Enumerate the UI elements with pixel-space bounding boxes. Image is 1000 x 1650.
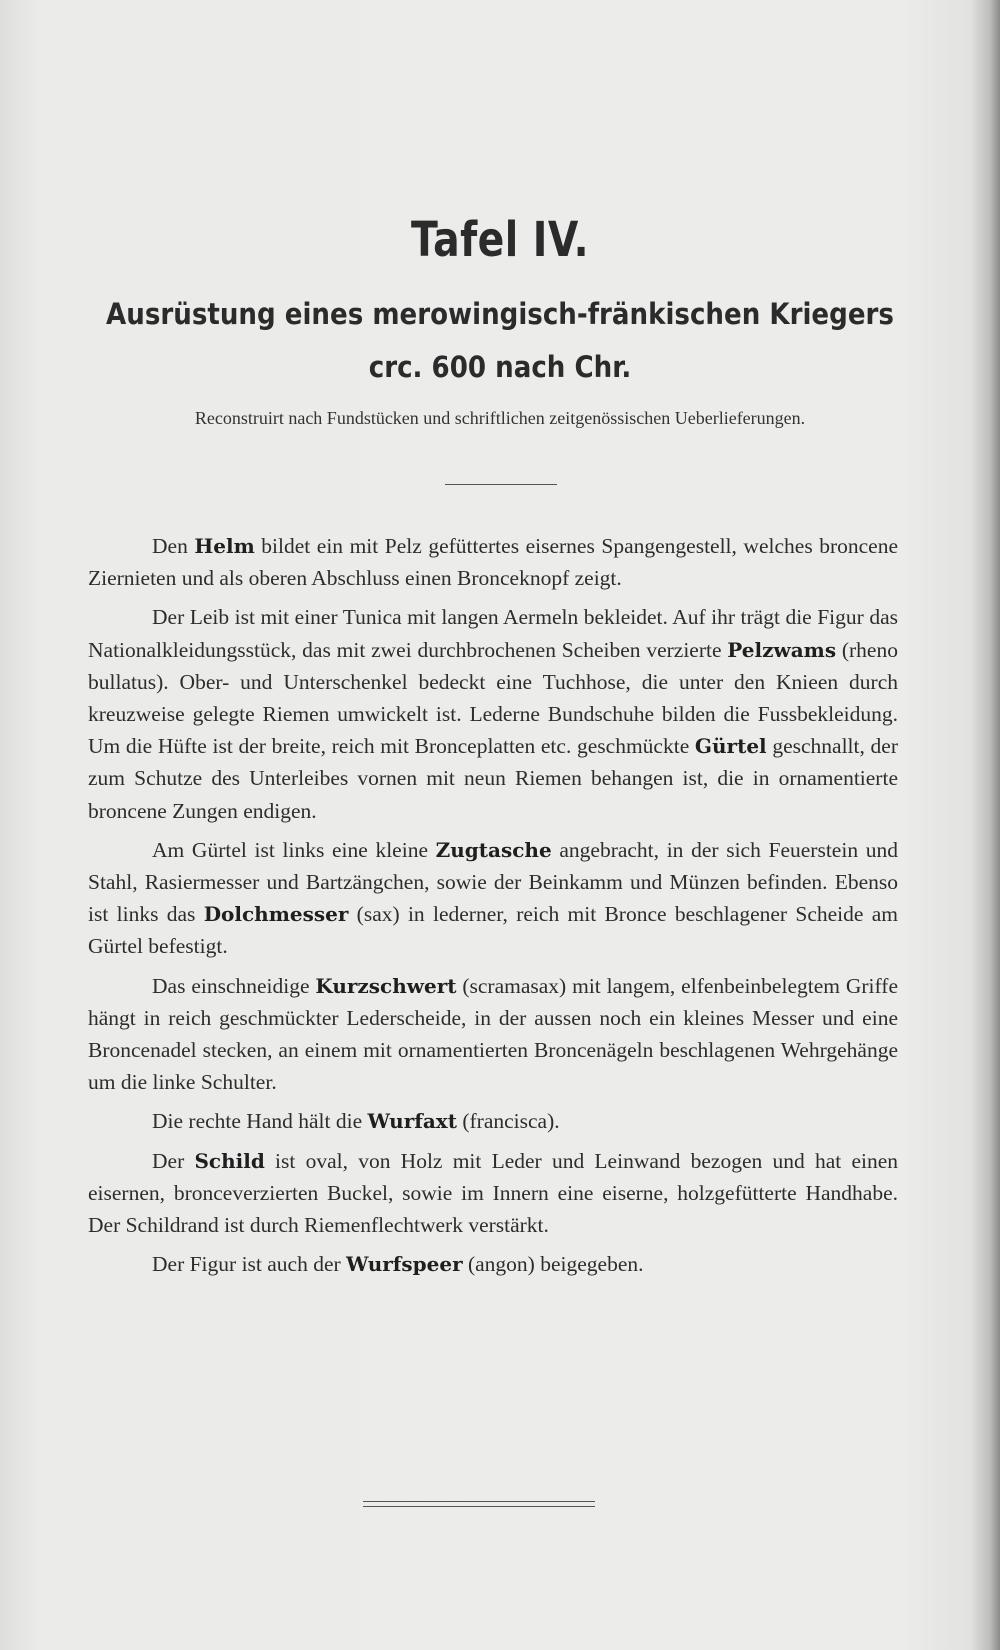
paragraph-wurfspeer bbox=[88, 1248, 898, 1280]
separator-rule bbox=[445, 484, 557, 485]
emphasized-term: Wurfaxt bbox=[367, 1109, 457, 1134]
body-text bbox=[88, 530, 898, 1287]
text-run: (angon) beigegeben. bbox=[462, 1252, 644, 1277]
text-run: Der Leib ist mit einer Tunica mit langen Aermeln bekleidet. Auf ihr trägt die Figur das Nationalkleidungsstück, das mit zwei durchbrochenen Scheiben verzierte bbox=[88, 605, 898, 662]
text-run: Die rechte Hand hält die bbox=[152, 1109, 368, 1134]
text-run: angebracht, in der sich Feuerstein und Stahl, Rasiermesser und Bartzängchen, sowie der Beinkamm und Münzen befinden. Ebenso ist links das bbox=[88, 837, 898, 927]
text-run: Am Gürtel ist links eine kleine bbox=[152, 837, 436, 862]
paragraph-wurfaxt bbox=[88, 1105, 898, 1137]
emphasized-term: Kurzschwert bbox=[315, 973, 457, 998]
text-run: Der bbox=[152, 1148, 195, 1173]
emphasized-term: Wurfspeer bbox=[346, 1252, 463, 1277]
emphasized-term: Dolchmesser bbox=[203, 902, 349, 927]
text-run: geschnallt, der zum Schutze des Unterleibes vornen mit neun Riemen behangen ist, die in ornamentierte broncene Zungen endigen. bbox=[88, 734, 898, 823]
text-run: (sax) in lederner, reich mit Bronce beschlagener Scheide am Gürtel befestigt. bbox=[88, 902, 898, 959]
emphasized-term: Gürtel bbox=[694, 734, 767, 759]
emphasized-term: Helm bbox=[194, 534, 255, 558]
text-run: ist oval, von Holz mit Leder und Leinwand bezogen und hat einen eisernen, bronceverzierten Buckel, sowie im Innern eine eiserne, holzgefütterte Handhabe. Der Schildrand ist durch Riemenflechtwerk verstärkt. bbox=[88, 1148, 899, 1238]
paragraph-tunica bbox=[88, 601, 898, 826]
paragraph-schild bbox=[88, 1145, 898, 1242]
byline: Reconstruirt nach Fundstücken und schriftlichen zeitgenössischen Ueberlieferungen. bbox=[194, 408, 806, 428]
emphasized-term: Zugtasche bbox=[435, 837, 552, 862]
emphasized-term: Schild bbox=[194, 1148, 265, 1173]
emphasized-term: Pelzwams bbox=[727, 637, 837, 662]
text-run: bildet ein mit Pelz gefüttertes eisernes Spangengestell, welches broncene Ziernieten und als oberen Abschluss einen Bronceknopf zeigt. bbox=[88, 534, 898, 591]
text-run: Den bbox=[152, 534, 195, 558]
text-run: (rheno bullatus). Ober- und Unterschenkel bedeckt eine Tuchhose, die unter den Knieen durch kreuzweise gelegte Riemen umwickelt ist. Lederne Bundschuhe bilden die Fussbekleidung. Um die Hüfte ist der breite, reich mit Bronceplatten etc. geschmückte bbox=[88, 637, 898, 759]
paragraph-kurzschwert bbox=[88, 970, 898, 1099]
text-run: (francisca). bbox=[456, 1109, 560, 1134]
page-title: Tafel IV. bbox=[410, 212, 590, 268]
subtitle-line-1: Ausrüstung eines merowingisch-fränkischen Kriegers bbox=[106, 297, 894, 331]
closing-double-rule bbox=[363, 1501, 595, 1507]
text-run: Das einschneidige bbox=[152, 973, 316, 998]
subtitle-line-2: crc. 600 nach Chr. bbox=[368, 350, 632, 384]
text-run: Der Figur ist auch der bbox=[152, 1252, 347, 1277]
paragraph-helm bbox=[88, 530, 898, 594]
paragraph-zugtasche bbox=[88, 834, 898, 963]
text-run: (scramasax) mit langem, elfenbeinbelegtem Griffe hängt in reich geschmückter Lederscheide, in der aussen noch ein kleines Messer und eine Broncenadel stecken, an einem mit ornamentierten Broncenägeln beschlagenen Wehrgehänge um die linke Schulter. bbox=[88, 973, 898, 1095]
